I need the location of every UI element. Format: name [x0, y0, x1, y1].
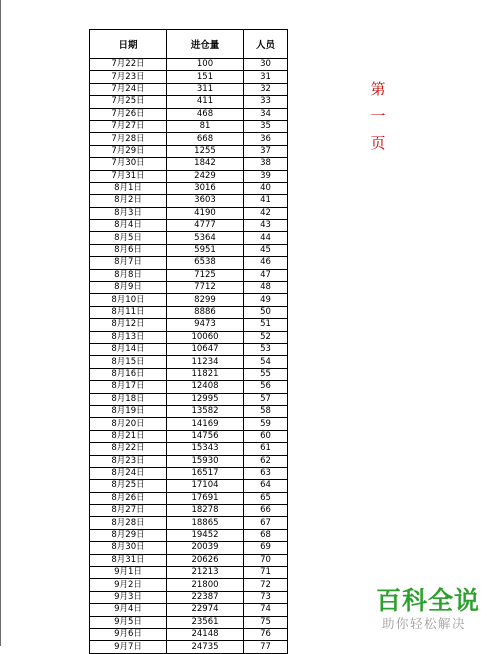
watermark-subtitle: 助你轻松解决 [382, 616, 467, 631]
cell-date: 8月23日 [90, 455, 167, 467]
cell-people: 50 [244, 306, 288, 318]
page-label-char: 页 [370, 134, 386, 152]
cell-quantity: 3603 [167, 195, 244, 207]
cell-quantity: 668 [167, 133, 244, 145]
cell-date: 7月31日 [90, 170, 167, 182]
table-row [90, 306, 288, 318]
cell-people: 31 [244, 71, 288, 83]
header-quantity: 进仓量 [167, 30, 244, 59]
table-header-row [90, 30, 288, 59]
table-row [90, 467, 288, 479]
cell-people: 68 [244, 529, 288, 541]
table-row [90, 356, 288, 368]
table-row [90, 294, 288, 306]
table-row [90, 368, 288, 380]
cell-quantity: 4190 [167, 207, 244, 219]
cell-people: 60 [244, 430, 288, 442]
cell-quantity: 311 [167, 83, 244, 95]
cell-people: 46 [244, 257, 288, 269]
cell-quantity: 15930 [167, 455, 244, 467]
cell-quantity: 21213 [167, 567, 244, 579]
table-body [90, 59, 288, 654]
table-row [90, 381, 288, 393]
cell-date: 9月3日 [90, 591, 167, 603]
cell-quantity: 24735 [167, 641, 244, 653]
cell-date: 7月28日 [90, 133, 167, 145]
page-label [368, 76, 388, 157]
cell-date: 9月7日 [90, 641, 167, 653]
cell-date: 7月27日 [90, 120, 167, 132]
cell-people: 72 [244, 579, 288, 591]
cell-quantity: 9473 [167, 319, 244, 331]
cell-people: 32 [244, 83, 288, 95]
table-row [90, 331, 288, 343]
cell-date: 9月1日 [90, 567, 167, 579]
table-row [90, 195, 288, 207]
cell-people: 73 [244, 591, 288, 603]
cell-people: 69 [244, 542, 288, 554]
cell-date: 8月28日 [90, 517, 167, 529]
cell-quantity: 22974 [167, 604, 244, 616]
table-row [90, 59, 288, 71]
cell-date: 7月23日 [90, 71, 167, 83]
cell-date: 8月1日 [90, 182, 167, 194]
table-row [90, 207, 288, 219]
cell-date: 8月8日 [90, 269, 167, 281]
table-row [90, 83, 288, 95]
cell-quantity: 2429 [167, 170, 244, 182]
cell-quantity: 3016 [167, 182, 244, 194]
cell-people: 39 [244, 170, 288, 182]
cell-people: 71 [244, 567, 288, 579]
cell-quantity: 4777 [167, 220, 244, 232]
cell-people: 41 [244, 195, 288, 207]
table-row [90, 257, 288, 269]
cell-people: 62 [244, 455, 288, 467]
cell-date: 8月13日 [90, 331, 167, 343]
cell-quantity: 411 [167, 96, 244, 108]
cell-people: 53 [244, 343, 288, 355]
cell-date: 9月2日 [90, 579, 167, 591]
cell-date: 8月31日 [90, 554, 167, 566]
header-people: 人员 [244, 30, 288, 59]
cell-people: 70 [244, 554, 288, 566]
cell-date: 8月4日 [90, 220, 167, 232]
cell-people: 49 [244, 294, 288, 306]
cell-people: 64 [244, 480, 288, 492]
table-row [90, 232, 288, 244]
cell-people: 55 [244, 368, 288, 380]
cell-date: 8月18日 [90, 393, 167, 405]
cell-people: 58 [244, 405, 288, 417]
table-row [90, 554, 288, 566]
table-row [90, 170, 288, 182]
table-row [90, 604, 288, 616]
cell-quantity: 5364 [167, 232, 244, 244]
table-row [90, 529, 288, 541]
table-row [90, 579, 288, 591]
watermark [376, 586, 480, 632]
cell-date: 8月30日 [90, 542, 167, 554]
cell-people: 37 [244, 145, 288, 157]
cell-quantity: 20626 [167, 554, 244, 566]
cell-quantity: 16517 [167, 467, 244, 479]
table-row [90, 96, 288, 108]
table-row [90, 616, 288, 628]
cell-date: 7月22日 [90, 59, 167, 71]
cell-quantity: 15343 [167, 443, 244, 455]
cell-quantity: 23561 [167, 616, 244, 628]
page-label-char: 一 [370, 107, 386, 125]
cell-quantity: 14756 [167, 430, 244, 442]
header-date: 日期 [90, 30, 167, 59]
cell-quantity: 5951 [167, 244, 244, 256]
data-table [89, 29, 288, 654]
cell-quantity: 18278 [167, 505, 244, 517]
table-row [90, 641, 288, 653]
cell-date: 8月25日 [90, 480, 167, 492]
cell-date: 8月20日 [90, 418, 167, 430]
cell-quantity: 17104 [167, 480, 244, 492]
cell-people: 67 [244, 517, 288, 529]
cell-quantity: 100 [167, 59, 244, 71]
cell-date: 8月27日 [90, 505, 167, 517]
cell-quantity: 20039 [167, 542, 244, 554]
cell-people: 65 [244, 492, 288, 504]
cell-people: 61 [244, 443, 288, 455]
table-row [90, 443, 288, 455]
cell-date: 8月29日 [90, 529, 167, 541]
cell-date: 8月19日 [90, 405, 167, 417]
cell-quantity: 18865 [167, 517, 244, 529]
cell-quantity: 1255 [167, 145, 244, 157]
cell-people: 35 [244, 120, 288, 132]
cell-date: 7月29日 [90, 145, 167, 157]
cell-date: 8月12日 [90, 319, 167, 331]
cell-people: 66 [244, 505, 288, 517]
cell-quantity: 6538 [167, 257, 244, 269]
cell-date: 8月2日 [90, 195, 167, 207]
cell-quantity: 8886 [167, 306, 244, 318]
cell-people: 30 [244, 59, 288, 71]
cell-quantity: 11821 [167, 368, 244, 380]
cell-quantity: 12408 [167, 381, 244, 393]
cell-date: 8月7日 [90, 257, 167, 269]
cell-date: 8月24日 [90, 467, 167, 479]
table-row [90, 628, 288, 640]
table-row [90, 108, 288, 120]
cell-date: 7月24日 [90, 83, 167, 95]
cell-quantity: 21800 [167, 579, 244, 591]
cell-quantity: 151 [167, 71, 244, 83]
cell-quantity: 1842 [167, 158, 244, 170]
table-row [90, 220, 288, 232]
cell-date: 8月26日 [90, 492, 167, 504]
cell-people: 33 [244, 96, 288, 108]
cell-people: 63 [244, 467, 288, 479]
watermark-title: 百科全说 [376, 586, 481, 615]
cell-people: 76 [244, 628, 288, 640]
cell-quantity: 12995 [167, 393, 244, 405]
cell-date: 7月30日 [90, 158, 167, 170]
cell-date: 8月15日 [90, 356, 167, 368]
cell-quantity: 24148 [167, 628, 244, 640]
table-row [90, 567, 288, 579]
table-row [90, 591, 288, 603]
table-row [90, 480, 288, 492]
cell-people: 43 [244, 220, 288, 232]
cell-quantity: 8299 [167, 294, 244, 306]
cell-people: 48 [244, 282, 288, 294]
table-row [90, 505, 288, 517]
cell-quantity: 7125 [167, 269, 244, 281]
cell-quantity: 7712 [167, 282, 244, 294]
cell-date: 8月11日 [90, 306, 167, 318]
cell-people: 77 [244, 641, 288, 653]
cell-quantity: 10060 [167, 331, 244, 343]
table-row [90, 133, 288, 145]
cell-people: 56 [244, 381, 288, 393]
cell-date: 8月10日 [90, 294, 167, 306]
page-edge-line [0, 0, 1, 646]
table-row [90, 418, 288, 430]
cell-quantity: 14169 [167, 418, 244, 430]
table-row [90, 182, 288, 194]
cell-people: 40 [244, 182, 288, 194]
cell-date: 9月6日 [90, 628, 167, 640]
cell-quantity: 11234 [167, 356, 244, 368]
cell-quantity: 81 [167, 120, 244, 132]
page-label-char: 第 [370, 80, 386, 98]
cell-people: 54 [244, 356, 288, 368]
cell-date: 8月16日 [90, 368, 167, 380]
cell-date: 9月4日 [90, 604, 167, 616]
cell-quantity: 468 [167, 108, 244, 120]
table-row [90, 430, 288, 442]
table-row [90, 269, 288, 281]
cell-date: 7月26日 [90, 108, 167, 120]
cell-people: 74 [244, 604, 288, 616]
cell-date: 8月3日 [90, 207, 167, 219]
table-row [90, 343, 288, 355]
table-row [90, 455, 288, 467]
cell-date: 8月6日 [90, 244, 167, 256]
cell-date: 9月5日 [90, 616, 167, 628]
cell-date: 8月17日 [90, 381, 167, 393]
table-row [90, 517, 288, 529]
cell-people: 34 [244, 108, 288, 120]
cell-people: 42 [244, 207, 288, 219]
table-row [90, 158, 288, 170]
cell-people: 38 [244, 158, 288, 170]
cell-quantity: 13582 [167, 405, 244, 417]
table-row [90, 145, 288, 157]
table-row [90, 393, 288, 405]
table-row [90, 120, 288, 132]
cell-people: 57 [244, 393, 288, 405]
cell-quantity: 10647 [167, 343, 244, 355]
cell-people: 45 [244, 244, 288, 256]
cell-date: 8月21日 [90, 430, 167, 442]
table-row [90, 71, 288, 83]
table-row [90, 542, 288, 554]
table-row [90, 319, 288, 331]
cell-people: 44 [244, 232, 288, 244]
cell-quantity: 22387 [167, 591, 244, 603]
cell-people: 59 [244, 418, 288, 430]
cell-people: 52 [244, 331, 288, 343]
cell-people: 36 [244, 133, 288, 145]
table-row [90, 405, 288, 417]
cell-people: 47 [244, 269, 288, 281]
cell-people: 75 [244, 616, 288, 628]
table-row [90, 282, 288, 294]
cell-date: 8月5日 [90, 232, 167, 244]
cell-quantity: 19452 [167, 529, 244, 541]
cell-people: 51 [244, 319, 288, 331]
table-row [90, 492, 288, 504]
cell-date: 8月22日 [90, 443, 167, 455]
cell-quantity: 17691 [167, 492, 244, 504]
cell-date: 8月9日 [90, 282, 167, 294]
cell-date: 8月14日 [90, 343, 167, 355]
cell-date: 7月25日 [90, 96, 167, 108]
table-row [90, 244, 288, 256]
